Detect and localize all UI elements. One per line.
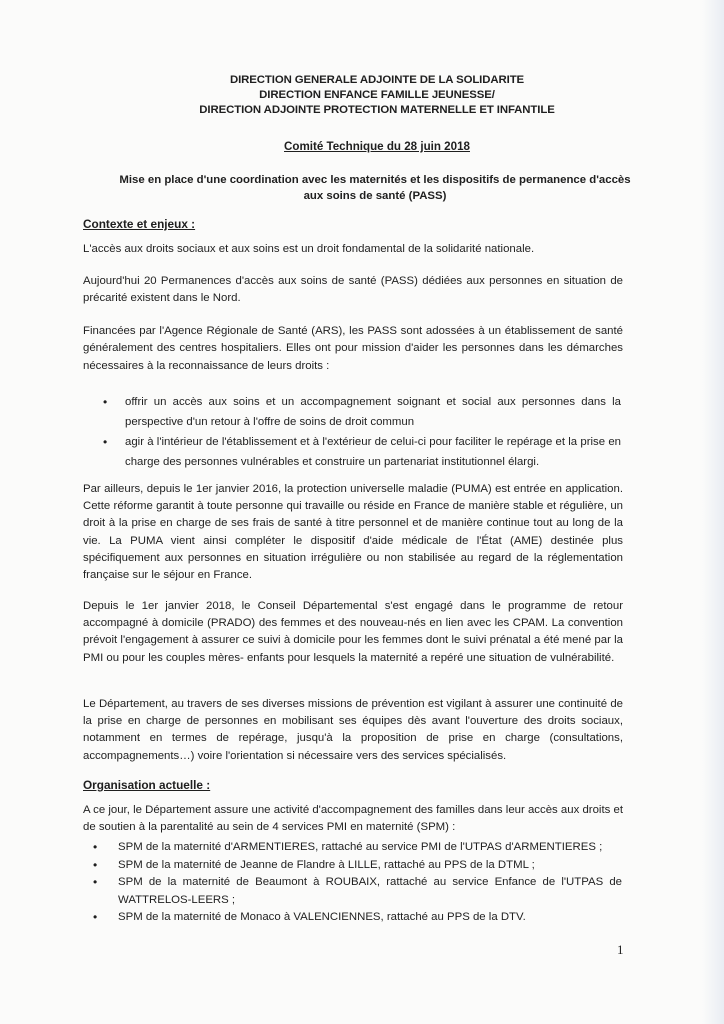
- bullet-icon: •: [93, 840, 98, 854]
- list-item-text: SPM de la maternité de Monaco à VALENCIENNES, rattaché au PPS de la DTV.: [118, 911, 526, 924]
- bullet-icon: •: [103, 435, 108, 449]
- list-item-text: offrir un accès aux soins et un accompagnement soignant et social aux personnes dans la perspective d'un retour à l'offre de soins de droit commun: [125, 396, 621, 428]
- list-item-text: SPM de la maternité de Beaumont à ROUBAIX, rattaché au service Enfance de l'UTPAS de WATTRELOS-LEERS ;: [118, 876, 622, 906]
- page-number: 1: [617, 942, 624, 957]
- context-paragraph-2: Aujourd'hui 20 Permanences d'accès aux soins de santé (PASS) dédiées aux personnes en situation de précarité existent dans le Nord.: [83, 275, 623, 305]
- context-paragraph-3: Financées par l'Agence Régionale de Santé (ARS), les PASS sont adossées à un établissement de santé généralement des centres hospitaliers. Elles ont pour mission d'aider les personnes dans les démarches nécessaires à la reconnaissance de leurs droits :: [83, 325, 623, 372]
- bullet-icon: •: [103, 395, 108, 409]
- list-item-text: SPM de la maternité de Jeanne de Flandre à LILLE, rattaché au PPS de la DTML ;: [118, 858, 535, 871]
- document-subject: Mise en place d'une coordination avec les maternités et les dispositifs de permanence d'accès aux soins de santé (PASS): [119, 174, 631, 202]
- document-header: [0, 73, 724, 118]
- context-paragraph-4: Par ailleurs, depuis le 1er janvier 2016, la protection universelle maladie (PUMA) est entrée en application. Cette réforme garantit à toute personne qui travaille ou réside en France de manière stable et régulière, un droit à la prise en charge de ses frais de santé à titre personnel et de manière continue tout au long de la vie. La PUMA vient ainsi compléter le dispositif d'aide médicale de l'État (AME) destinée plus spécifiquement aux personnes en situation irrégulière ou non stabilisée au regard de la réglementation française sur le séjour en France.: [83, 483, 623, 582]
- pass-missions-list: [103, 392, 621, 472]
- header-line: DIRECTION GENERALE ADJOINTE DE LA SOLIDARITE: [229, 74, 525, 86]
- list-item: [103, 392, 621, 432]
- section-title-organisation: Organisation actuelle :: [83, 778, 211, 792]
- context-paragraph-6: Le Département, au travers de ses diverses missions de prévention est vigilant à assurer une continuité de la prise en charge de personnes en mobilisant ses équipes dès avant l'ouverture des droits sociaux, notamment en termes de repérage, jusqu'à la proposition de prise en charge (consultations, accompagnements…) voire l'orientation si nécessaire vers des services spécialisés.: [83, 698, 623, 762]
- list-item: [93, 839, 622, 857]
- bullet-icon: •: [93, 875, 98, 890]
- list-item: [93, 857, 622, 875]
- committee-title: Comité Technique du 28 juin 2018: [284, 140, 470, 153]
- organisation-paragraph-1: A ce jour, le Département assure une activité d'accompagnement des familles dans leur accès aux droits et de soutien à la parentalité au sein de 4 services PMI en maternité (SPM) :: [83, 804, 623, 834]
- bullet-icon: •: [93, 910, 98, 925]
- list-item-text: SPM de la maternité d'ARMENTIERES, rattaché au service PMI de l'UTPAS d'ARMENTIERES ;: [118, 841, 603, 853]
- context-paragraph-5: Depuis le 1er janvier 2018, le Conseil Départemental s'est engagé dans le programme de retour accompagné à domicile (PRADO) des femmes et des nouveau-nés en lien avec les CPAM. La convention prévoit l'engagement à assurer ce suivi à domicile pour les femmes dont le suivi prénatal a été mené par la PMI ou pour les couples mères- enfants pour lesquels la maternité a repéré une situation de vulnérabilité.: [83, 600, 623, 664]
- list-item: [93, 874, 622, 909]
- section-title-context: Contexte et enjeux :: [83, 217, 196, 231]
- bullet-icon: •: [93, 857, 98, 872]
- scan-edge-shadow: [702, 0, 724, 1024]
- context-paragraph-1: L'accès aux droits sociaux et aux soins est un droit fondamental de la solidarité nationale.: [83, 243, 535, 255]
- list-item: [103, 432, 621, 472]
- list-item: [93, 909, 622, 927]
- list-item-text: agir à l'intérieur de l'établissement et à l'extérieur de celui-ci pour faciliter le repérage et la prise en charge des personnes vulnérables et construire un partenariat institutionnel élargi.: [125, 436, 621, 468]
- header-line: DIRECTION ADJOINTE PROTECTION MATERNELLE ET INFANTILE: [199, 104, 555, 116]
- header-line: DIRECTION ENFANCE FAMILLE JEUNESSE/: [259, 89, 495, 101]
- spm-services-list: [93, 839, 622, 927]
